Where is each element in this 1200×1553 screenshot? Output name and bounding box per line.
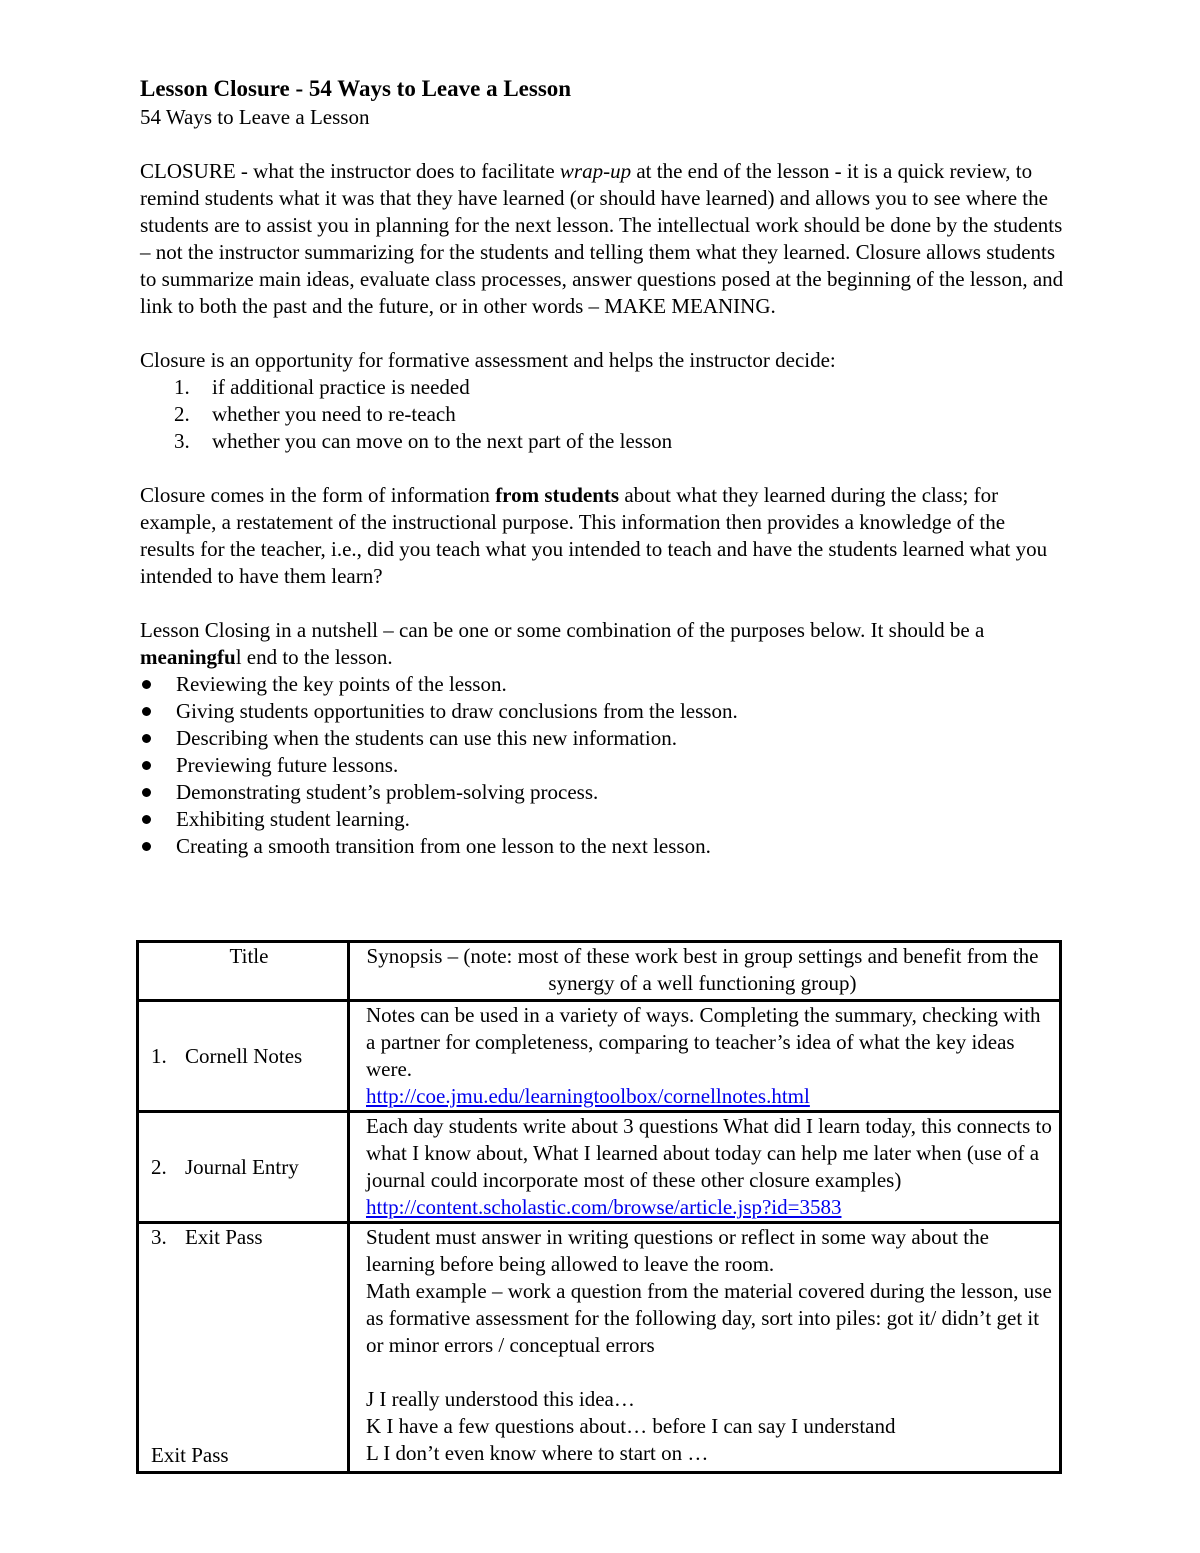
row-synopsis: Notes can be used in a variety of ways. Completing the summary, checking with a partner for completeness, comparing to teacher’s idea of what the key ideas were. http://coe.jmu.edu/learningtoolbox/cornellnotes.html <box>349 1001 1061 1112</box>
exit-pass-label: Exit Pass <box>151 1443 229 1467</box>
bullet-icon <box>142 734 151 743</box>
formative-list <box>140 374 1065 455</box>
row-title: 3. Exit Pass Exit Pass <box>138 1223 349 1473</box>
table-row <box>138 1223 1061 1473</box>
list-item: 3. whether you can move on to the next part of the lesson <box>174 429 673 453</box>
nutshell-paragraph: Lesson Closing in a nutshell – can be one or some combination of the purposes below. It should be a meaningful end to the lesson. <box>140 618 985 669</box>
prompt-line: L I don’t even know where to start on … <box>366 1441 709 1465</box>
closure-definition: CLOSURE - what the instructor does to facilitate wrap-up at the end of the lesson - it is a quick review, to remind students what it was that they have learned (or should have learned) and allows you to see where the students are to assist you in planning for the next lesson. The intellectual work should be done by the students – not the instructor summarizing for the students and telling them what they learned. Closure allows students to summarize main ideas, evaluate class processes, answer questions posed at the beginning of the lesson, and link to both the past and the future, or in other words – MAKE MEANING. <box>140 159 1064 318</box>
list-item: Giving students opportunities to draw conclusions from the lesson. <box>140 698 1065 725</box>
bullet-icon <box>142 788 151 797</box>
list-item: Previewing future lessons. <box>140 752 1065 779</box>
closure-table <box>136 940 1062 1474</box>
list-item: Creating a smooth transition from one lesson to the next lesson. <box>140 833 1065 860</box>
table-row <box>138 1112 1061 1223</box>
subtitle: 54 Ways to Leave a Lesson <box>140 105 370 129</box>
list-item: Demonstrating student’s problem-solving process. <box>140 779 1065 806</box>
bullet-icon <box>142 707 151 716</box>
nutshell-bullets <box>140 671 1065 860</box>
list-item: 2. whether you need to re-teach <box>174 402 456 426</box>
formative-intro: Closure is an opportunity for formative assessment and helps the instructor decide: <box>140 348 836 372</box>
list-item: Describing when the students can use this new information. <box>140 725 1065 752</box>
list-item: Exhibiting student learning. <box>140 806 1065 833</box>
bullet-icon <box>142 842 151 851</box>
cornell-notes-link[interactable]: http://coe.jmu.edu/learningtoolbox/cornellnotes.html <box>366 1084 810 1108</box>
journal-entry-link[interactable]: http://content.scholastic.com/browse/article.jsp?id=3583 <box>366 1195 842 1219</box>
prompt-line: J I really understood this idea… <box>366 1387 635 1411</box>
bullet-icon <box>142 761 151 770</box>
header-synopsis: Synopsis – (note: most of these work best in group settings and benefit from the synergy of a well functioning group) <box>349 942 1061 1001</box>
bullet-icon <box>142 815 151 824</box>
row-synopsis: Each day students write about 3 questions What did I learn today, this connects to what I know about, What I learned about today can help me later when (use of a journal could incorporate most of these other closure examples) http://content.scholastic.com/browse/article.jsp?id=3583 <box>349 1112 1061 1223</box>
bullet-icon <box>142 680 151 689</box>
list-item: Reviewing the key points of the lesson. <box>140 671 1065 698</box>
row-synopsis: Student must answer in writing questions or reflect in some way about the learning before being allowed to leave the room. Math example – work a question from the material covered during the lesson, use as formative assessment for the following day, sort into piles: got it/ didn’t get it or minor errors / conceptual errors J I really understood this idea… K I have a few questions about… before I can say I understand L I don’t even know where to start on … <box>349 1223 1061 1473</box>
from-students-paragraph: Closure comes in the form of information from students about what they learned during the class; for example, a restatement of the instructional purpose. This information then provides a knowledge of the results for the teacher, i.e., did you teach what you intended to teach and have the students learned what you intended to have them learn? <box>140 483 1048 588</box>
row-title: 2. Journal Entry <box>138 1112 349 1223</box>
list-item: 1. if additional practice is needed <box>174 375 470 399</box>
document-page <box>140 70 1065 860</box>
prompt-line: K I have a few questions about… before I can say I understand <box>366 1414 896 1438</box>
header-title: Title <box>138 942 349 1001</box>
table-row <box>138 1001 1061 1112</box>
table-header-row <box>138 942 1061 1001</box>
row-title: 1. Cornell Notes <box>138 1001 349 1112</box>
page-title: Lesson Closure - 54 Ways to Leave a Lesson <box>140 76 572 101</box>
